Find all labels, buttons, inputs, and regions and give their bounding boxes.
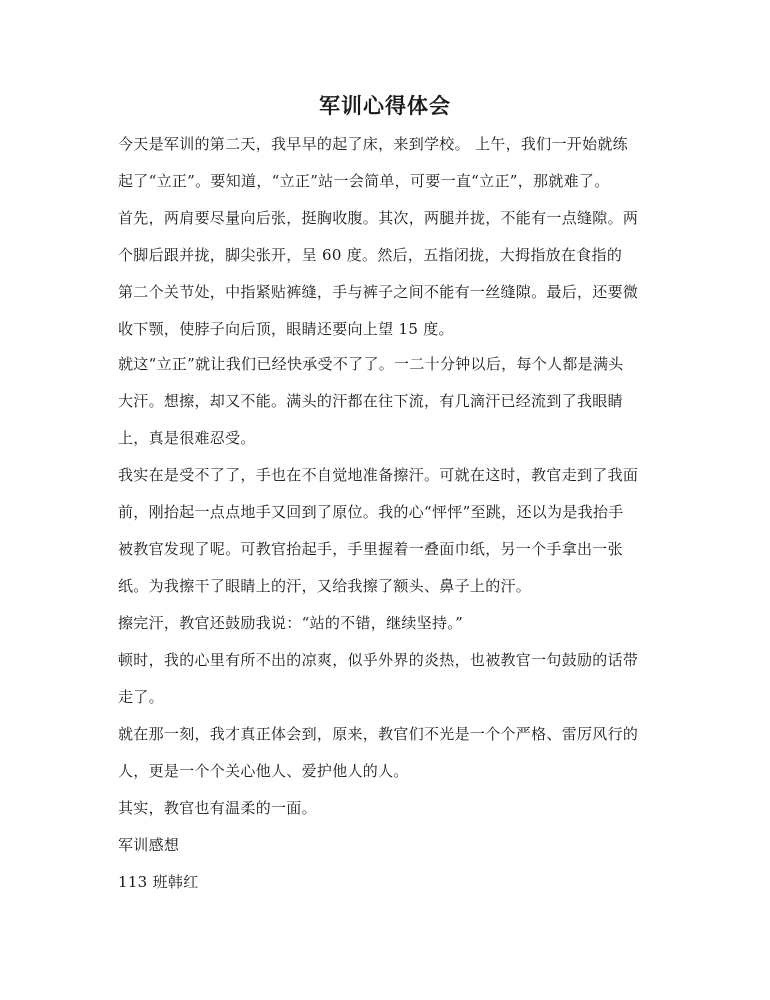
text-line: 起了“立正”。要知道，“立正”站一会简单，可要一直“立正”，那就难了。	[118, 172, 610, 190]
text-line: 个脚后跟并拢，脚尖张开，呈 60 度。然后，五指闭拢，大拇指放在食指的	[118, 246, 623, 264]
text-line: 就在那一刻，我才真正体会到，原来，教官们不光是一个个严格、雷厉风行的	[118, 725, 639, 743]
text-line: 军训感想	[118, 836, 180, 854]
text-line: 擦完汗，教官还鼓励我说：“站的不错，继续坚持。”	[118, 614, 464, 632]
text-line: 就这“立正”就让我们已经快承受不了了。一二十分钟以后，每个人都是满头	[118, 355, 624, 373]
text-line: 顿时，我的心里有所不出的凉爽，似乎外界的炎热，也被教官一句鼓励的话带	[118, 651, 639, 669]
text-line: 首先，两肩要尽量向后张，挺胸收腹。其次，两腿并拢，不能有一点缝隙。两	[118, 209, 639, 227]
text-line: 我实在是受不了了，手也在不自觉地准备擦汗。可就在这时，教官走到了我面	[118, 466, 639, 484]
text-line: 走了。	[118, 688, 164, 706]
text-line: 人，更是一个个关心他人、爱护他人的人。	[118, 762, 409, 780]
text-line: 上，真是很难忍受。	[118, 429, 256, 447]
text-line: 被教官发现了呢。可教官抬起手，手里握着一叠面巾纸，另一个手拿出一张	[118, 540, 623, 558]
document-title: 军训心得体会	[319, 93, 451, 118]
text-line: 113 班韩红	[118, 873, 199, 891]
text-line: 收下颚，使脖子向后顶，眼睛还要向上望 15 度。	[118, 320, 454, 338]
text-line: 其实，教官也有温柔的一面。	[118, 799, 317, 817]
text-line: 第二个关节处，中指紧贴裤缝，手与裤子之间不能有一丝缝隙。最后，还要微	[118, 283, 639, 301]
text-line: 纸。为我擦干了眼睛上的汗，又给我擦了额头、鼻子上的汗。	[118, 577, 532, 595]
text-line: 今天是军训的第二天，我早早的起了床，来到学校。 上午，我们一开始就练	[118, 135, 628, 153]
text-line: 前，刚抬起一点点地手又回到了原位。我的心“怦怦”至跳，还以为是我抬手	[118, 503, 624, 521]
text-line: 大汗。想擦，却又不能。满头的汗都在往下流，有几滴汗已经流到了我眼睛	[118, 392, 623, 410]
